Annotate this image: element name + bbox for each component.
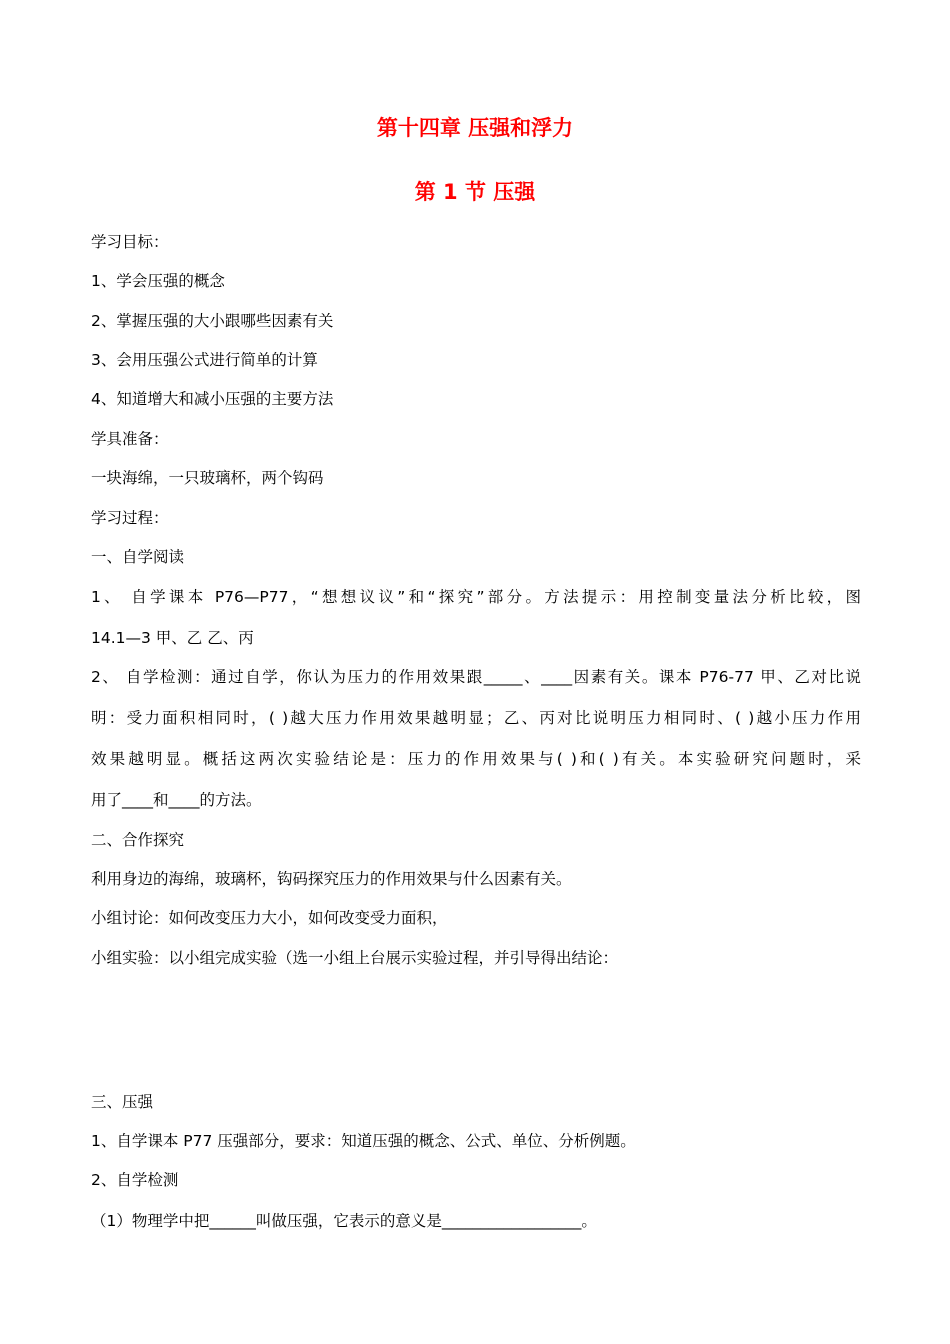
learning-goals-heading: 学习目标： [91, 233, 169, 251]
paragraph-line: （1）物理学中把______叫做压强，它表示的意义是__________________。 [91, 1212, 597, 1230]
paragraph-line: 2、 自学检测：通过自学，你认为压力的作用效果跟_____、____因素有关。课本 P76-77 甲、乙对比说 [91, 668, 861, 686]
paragraph-line: 1、 自学课本 P76—P77，“想想议议”和“探究”部分。方法提示：用控制变量法分析比较，图 [91, 588, 861, 606]
goal-item: 1、学会压强的概念 [91, 272, 225, 290]
section-three-heading: 三、压强 [91, 1093, 154, 1111]
section-title: 第 1 节 压强 [414, 180, 536, 204]
paragraph-line: 用了____和____的方法。 [91, 791, 262, 809]
materials-heading: 学具准备： [91, 430, 169, 448]
materials-text: 一块海绵，一只玻璃杯，两个钩码 [91, 469, 324, 487]
section-one-heading: 一、自学阅读 [91, 548, 185, 566]
paragraph-line: 14.1—3 甲、乙 乙、丙 [91, 629, 254, 647]
paragraph-line: 效果越明显。概括这两次实验结论是：压力的作用效果与( )和( )有关。本实验研究问题时，采 [91, 750, 861, 768]
paragraph-line: 小组实验：以小组完成实验（选一小组上台展示实验过程，并引导得出结论： [91, 949, 619, 967]
paragraph-line: 1、自学课本 P77 压强部分，要求：知道压强的概念、公式、单位、分析例题。 [91, 1132, 636, 1150]
paragraph-line: 利用身边的海绵，玻璃杯，钩码探究压力的作用效果与什么因素有关。 [91, 870, 572, 888]
paragraph-line: 2、自学检测 [91, 1171, 179, 1189]
process-heading: 学习过程： [91, 509, 169, 527]
goal-item: 2、掌握压强的大小跟哪些因素有关 [91, 312, 334, 330]
goal-item: 3、会用压强公式进行简单的计算 [91, 351, 318, 369]
paragraph-line: 明：受力面积相同时，( )越大压力作用效果越明显；乙、丙对比说明压力相同时、( )越小压力作用 [91, 709, 861, 727]
section-two-heading: 二、合作探究 [91, 831, 185, 849]
chapter-title: 第十四章 压强和浮力 [376, 116, 574, 140]
paragraph-line: 小组讨论：如何改变压力大小，如何改变受力面积， [91, 909, 448, 927]
goal-item: 4、知道增大和减小压强的主要方法 [91, 390, 334, 408]
